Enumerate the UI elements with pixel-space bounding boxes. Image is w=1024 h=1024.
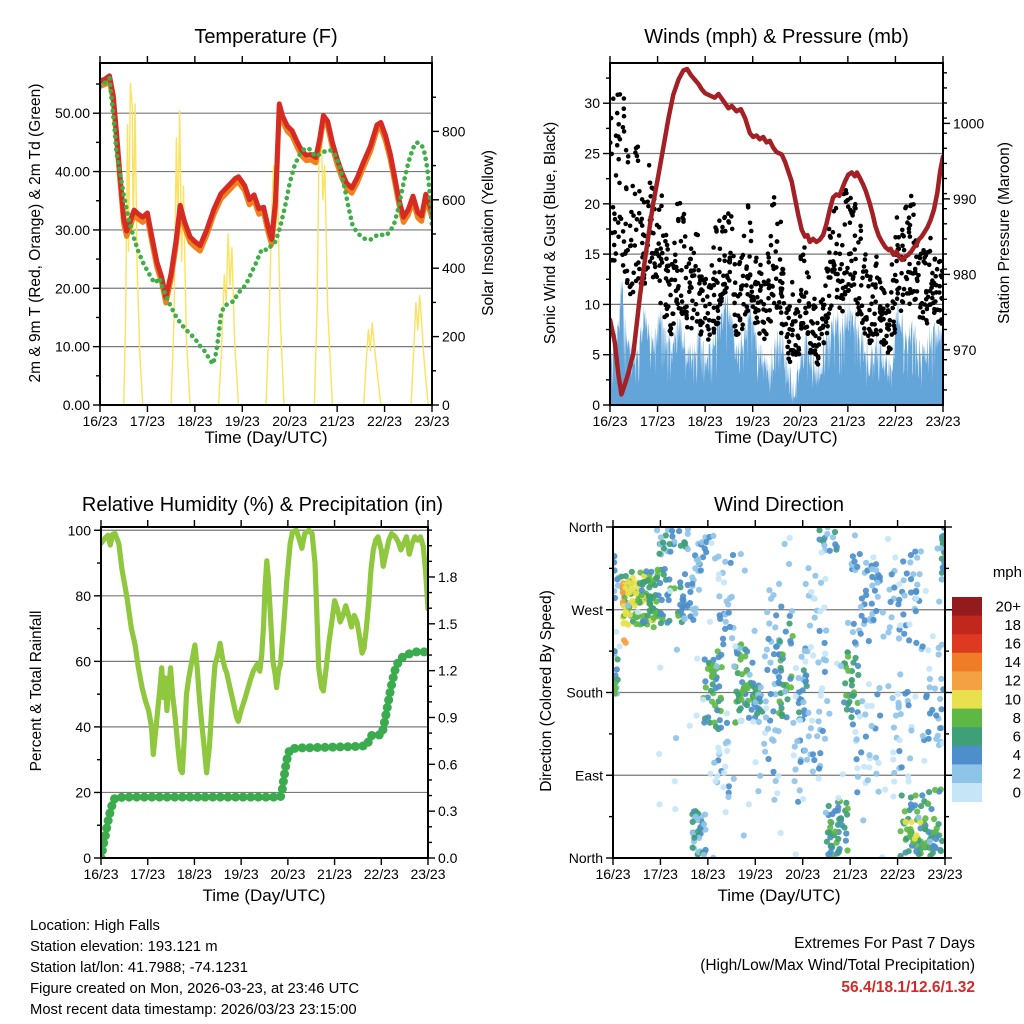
- legend-label-16: 16: [1004, 635, 1021, 653]
- chart-title-winddir: Wind Direction: [713, 494, 845, 516]
- chart-title-temperature: Temperature (F): [194, 26, 338, 48]
- winds-ytick-left-label: 15: [584, 246, 600, 263]
- temperature-ytick-right-label: 800: [442, 123, 466, 140]
- winds-xtick-label: 22/23: [877, 413, 913, 429]
- legend-label-14: 14: [1004, 654, 1021, 672]
- winds-ytick-right-label: 980: [953, 266, 977, 283]
- humidity-ytick-left-label: 100: [67, 522, 91, 539]
- winds-xtick-label: 23/23: [925, 413, 961, 429]
- legend-swatch-4: [952, 746, 982, 765]
- ylabel-winds-left: Sonic Wind & Gust (Blue, Black): [542, 121, 559, 345]
- legend-title: mph: [992, 564, 1022, 581]
- temperature-xtick-label: 17/23: [129, 413, 165, 429]
- ylabel-temperature-right: Solar Insolation (Yellow): [480, 150, 497, 316]
- legend-label-10: 10: [1004, 691, 1021, 709]
- winddir-xtick-label: 16/23: [595, 866, 631, 882]
- legend-label-0: 0: [1012, 784, 1021, 802]
- winds-ytick-right-label: 970: [953, 341, 977, 358]
- winds-xtick-label: 16/23: [592, 413, 628, 429]
- temperature-ytick-right-label: 0: [442, 397, 450, 413]
- ylabel-temperature-left: 2m & 9m T (Red, Orange) & 2m Td (Green): [27, 83, 44, 383]
- humidity-ytick-right-label: 0.6: [438, 756, 458, 773]
- winds-xtick-label: 20/23: [782, 413, 818, 429]
- legend-swatch-0: [952, 783, 982, 802]
- winddir-ytick-left-label: East: [574, 767, 603, 784]
- winds-ytick-right-label: 1000: [953, 115, 985, 132]
- winddir-ytick-left-label: South: [566, 684, 603, 701]
- humidity-xtick-label: 22/23: [363, 866, 399, 882]
- humidity-ytick-left-label: 0: [83, 850, 91, 866]
- station-latlon: Station lat/lon: 41.7988; -74.1231: [30, 960, 249, 976]
- legend-label-4: 4: [1012, 747, 1021, 765]
- winds-xtick-label: 18/23: [687, 413, 723, 429]
- legend-label-2: 2: [1012, 765, 1021, 783]
- winds-xtick-label: 19/23: [735, 413, 771, 429]
- chart-title-humidity: Relative Humidity (%) & Precipitation (in): [81, 494, 444, 516]
- winds-xtick-label: 17/23: [640, 413, 676, 429]
- humidity-ytick-left-label: 20: [75, 784, 91, 801]
- legend-swatch-16: [952, 634, 982, 653]
- station-elevation: Station elevation: 193.121 m: [30, 939, 218, 955]
- legend-swatch-8: [952, 709, 982, 728]
- legend-label-8: 8: [1012, 709, 1021, 727]
- legend-label-6: 6: [1012, 728, 1021, 746]
- humidity-ytick-right-label: 0.0: [438, 850, 458, 866]
- humidity-ytick-left-label: 40: [75, 718, 91, 735]
- humidity-ytick-left-label: 60: [75, 653, 91, 670]
- humidity-xtick-label: 17/23: [130, 866, 166, 882]
- humidity-xtick-label: 20/23: [270, 866, 306, 882]
- winds-ytick-left-label: 10: [584, 296, 600, 313]
- station-location: Location: High Falls: [30, 918, 160, 934]
- station-info: [30, 916, 359, 1021]
- temperature-xtick-label: 22/23: [367, 413, 403, 429]
- temperature-ytick-left-label: 10.00: [54, 338, 90, 355]
- temperature-ytick-right-label: 400: [442, 260, 466, 277]
- temperature-xtick-label: 18/23: [177, 413, 213, 429]
- temperature-ytick-left-label: 30.00: [54, 221, 90, 238]
- humidity-ytick-right-label: 1.2: [438, 662, 458, 679]
- legend-label-18: 18: [1004, 616, 1021, 634]
- winddir-xtick-label: 18/23: [690, 866, 726, 882]
- extremes-values: 56.4/18.1/12.6/1.32: [841, 979, 975, 996]
- xlabel-humidity: Time (Day/UTC): [202, 886, 326, 905]
- winddir-xtick-label: 22/23: [880, 866, 916, 882]
- humidity-xtick-label: 23/23: [410, 866, 446, 882]
- xlabel-winddir: Time (Day/UTC): [717, 886, 841, 905]
- extremes-block: [700, 933, 975, 999]
- winddir-ytick-left-label: North: [568, 519, 603, 535]
- temperature-xtick-label: 19/23: [224, 413, 260, 429]
- legend-swatch-20+: [952, 597, 982, 616]
- data-timestamp: Most recent data timestamp: 2026/03/23 23:15:00: [30, 1002, 357, 1018]
- xlabel-temperature: Time (Day/UTC): [204, 428, 328, 447]
- legend-swatch-18: [952, 616, 982, 635]
- legend-swatch-6: [952, 727, 982, 746]
- figure-created: Figure created on Mon, 2026-03-23, at 23:46 UTC: [30, 981, 360, 997]
- legend-swatch-12: [952, 671, 982, 690]
- temperature-ytick-right-label: 600: [442, 191, 466, 208]
- legend-label-20+: 20+: [995, 598, 1021, 616]
- temperature-xtick-label: 16/23: [82, 413, 118, 429]
- humidity-xtick-label: 19/23: [223, 866, 259, 882]
- temperature-xtick-label: 23/23: [414, 413, 450, 429]
- winddir-ytick-left-label: North: [568, 850, 603, 866]
- winddir-xtick-label: 20/23: [785, 866, 821, 882]
- ylabel-humidity-left: Percent & Total Rainfall: [28, 610, 45, 772]
- winddir-xtick-label: 21/23: [832, 866, 868, 882]
- winds-ytick-left-label: 20: [584, 195, 600, 212]
- humidity-ytick-left-label: 80: [75, 587, 91, 604]
- humidity-xtick-label: 16/23: [83, 866, 119, 882]
- winds-xtick-label: 21/23: [830, 413, 866, 429]
- temperature-series: [100, 76, 432, 405]
- temperature-xtick-label: 21/23: [319, 413, 355, 429]
- winds-ytick-right-label: 990: [953, 190, 977, 207]
- winds-ytick-left-label: 25: [584, 145, 600, 162]
- legend-swatch-14: [952, 653, 982, 672]
- temperature-ytick-left-label: 20.00: [54, 280, 90, 297]
- legend-swatch-10: [952, 690, 982, 709]
- winds-ytick-left-label: 30: [584, 95, 600, 112]
- winddir-xtick-label: 19/23: [737, 866, 773, 882]
- humidity-xtick-label: 21/23: [317, 866, 353, 882]
- humidity-xtick-label: 18/23: [176, 866, 212, 882]
- winds-ytick-left-label: 5: [592, 346, 600, 363]
- winds-ytick-left-label: 0: [592, 397, 600, 413]
- humidity-ytick-right-label: 1.8: [438, 568, 458, 585]
- extremes-subtitle: (High/Low/Max Wind/Total Precipitation): [700, 957, 975, 974]
- humidity-ytick-right-label: 0.3: [438, 803, 458, 820]
- temperature-ytick-right-label: 200: [442, 328, 466, 345]
- temperature-xtick-label: 20/23: [272, 413, 308, 429]
- winddir-xtick-label: 17/23: [642, 866, 678, 882]
- extremes-title: Extremes For Past 7 Days: [794, 935, 975, 952]
- legend-swatch-2: [952, 764, 982, 783]
- legend-label-12: 12: [1004, 672, 1021, 690]
- winddir-ytick-left-label: West: [571, 601, 603, 618]
- chart-title-winds: Winds (mph) & Pressure (mb): [644, 26, 909, 48]
- temperature-ytick-left-label: 40.00: [54, 163, 90, 180]
- ylabel-winddir-left: Direction (Colored By Speed): [538, 590, 555, 792]
- winddir-xtick-label: 23/23: [927, 866, 963, 882]
- xlabel-winds: Time (Day/UTC): [714, 428, 838, 447]
- temperature-ytick-left-label: 50.00: [54, 105, 90, 122]
- humidity-ytick-right-label: 0.9: [438, 709, 458, 726]
- humidity-ytick-right-label: 1.5: [438, 615, 458, 632]
- temperature-ytick-left-label: 0.00: [62, 397, 90, 413]
- ylabel-winds-right: Station Pressure (Maroon): [996, 142, 1013, 324]
- humidity-series: [101, 530, 428, 858]
